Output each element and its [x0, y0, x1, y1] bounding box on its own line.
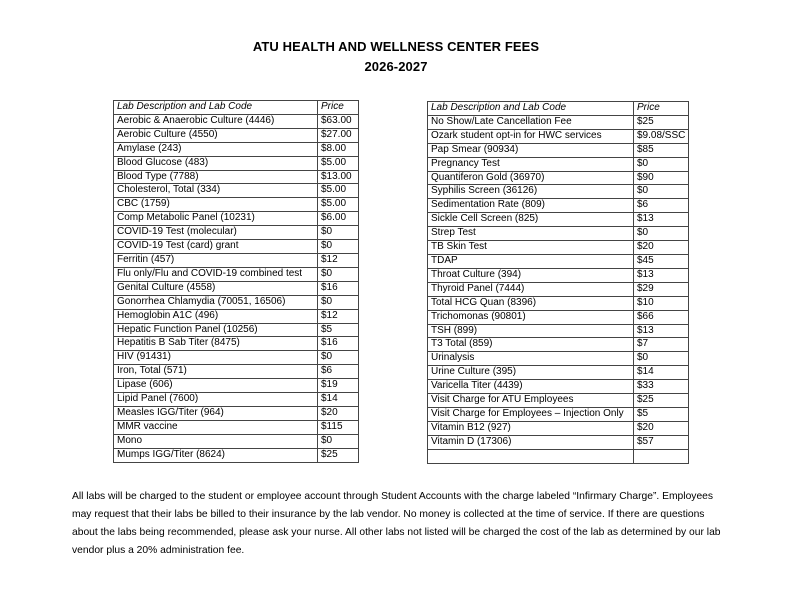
price-cell: $0 [634, 352, 689, 366]
table-header-row [114, 101, 359, 115]
price-cell: $20 [634, 241, 689, 255]
lab-description-cell [428, 449, 634, 463]
lab-description-cell: Syphilis Screen (36126) [428, 185, 634, 199]
price-cell: $57 [634, 435, 689, 449]
table-row [114, 240, 359, 254]
table-row [428, 435, 689, 449]
price-cell: $5 [634, 407, 689, 421]
table-row [428, 449, 689, 463]
table-row [114, 170, 359, 184]
table-row [114, 393, 359, 407]
lab-description-cell: Urinalysis [428, 352, 634, 366]
table-row [114, 281, 359, 295]
table-row [114, 198, 359, 212]
column-header-price: Price [318, 101, 359, 115]
price-cell: $14 [634, 366, 689, 380]
table-row [428, 157, 689, 171]
table-row [114, 309, 359, 323]
billing-note: All labs will be charged to the student or employee account through Student Accounts with the charge labeled “Infirmary Charge”. Employees may request that their labs be billed to their insurance by the lab vendor. No money is collected at the time of service. If there are questions about the labs being recommended, please ask your nurse. All other labs not listed will be charged the cost of the lab as determined by our lab vendor plus a 20% administration fee. [72, 491, 721, 556]
price-cell: $19 [318, 379, 359, 393]
price-cell: $63.00 [318, 114, 359, 128]
price-cell: $16 [318, 337, 359, 351]
price-cell: $0 [318, 240, 359, 254]
lab-description-cell: Ozark student opt-in for HWC services [428, 129, 634, 143]
price-cell: $5.00 [318, 156, 359, 170]
document-title: ATU HEALTH AND WELLNESS CENTER FEES [252, 39, 540, 54]
table-row [114, 295, 359, 309]
table-row [114, 337, 359, 351]
table-row [114, 420, 359, 434]
lab-description-cell: Lipase (606) [114, 379, 318, 393]
price-cell: $0 [634, 157, 689, 171]
table-header-row [428, 102, 689, 116]
price-cell: $14 [318, 393, 359, 407]
left-fee-table [113, 100, 359, 463]
price-cell: $7 [634, 338, 689, 352]
table-row [114, 351, 359, 365]
price-cell: $5.00 [318, 184, 359, 198]
lab-description-cell: Mono [114, 434, 318, 448]
lab-description-cell: Hemoglobin A1C (496) [114, 309, 318, 323]
table-row [114, 226, 359, 240]
price-cell: $0 [634, 185, 689, 199]
table-row [428, 254, 689, 268]
price-cell: $5.00 [318, 198, 359, 212]
table-row [428, 227, 689, 241]
lab-description-cell: Amylase (243) [114, 142, 318, 156]
table-row [428, 296, 689, 310]
lab-description-cell: COVID-19 Test (molecular) [114, 226, 318, 240]
table-row [428, 185, 689, 199]
lab-description-cell: Iron, Total (571) [114, 365, 318, 379]
price-cell: $0 [318, 267, 359, 281]
right-fee-table [427, 101, 689, 464]
lab-description-cell: Sedimentation Rate (809) [428, 199, 634, 213]
lab-description-cell: Trichomonas (90801) [428, 310, 634, 324]
price-cell: $0 [634, 227, 689, 241]
price-cell: $29 [634, 282, 689, 296]
lab-description-cell: Blood Glucose (483) [114, 156, 318, 170]
price-cell: $85 [634, 143, 689, 157]
price-cell: $16 [318, 281, 359, 295]
table-row [114, 434, 359, 448]
table-row [428, 143, 689, 157]
lab-description-cell: Pregnancy Test [428, 157, 634, 171]
table-row [114, 379, 359, 393]
document-year: 2026-2027 [364, 59, 428, 74]
table-row [428, 171, 689, 185]
table-row [428, 310, 689, 324]
lab-description-cell: Throat Culture (394) [428, 268, 634, 282]
price-cell: $10 [634, 296, 689, 310]
lab-description-cell: TSH (899) [428, 324, 634, 338]
price-cell: $0 [318, 226, 359, 240]
lab-description-cell: TB Skin Test [428, 241, 634, 255]
lab-description-cell: Lipid Panel (7600) [114, 393, 318, 407]
price-cell: $5 [318, 323, 359, 337]
lab-description-cell: Aerobic & Anaerobic Culture (4446) [114, 114, 318, 128]
price-cell: $0 [318, 351, 359, 365]
lab-description-cell: HIV (91431) [114, 351, 318, 365]
lab-description-cell: No Show/Late Cancellation Fee [428, 115, 634, 129]
table-row [114, 114, 359, 128]
table-row [428, 268, 689, 282]
table-row [114, 212, 359, 226]
table-row [428, 199, 689, 213]
price-cell: $13 [634, 213, 689, 227]
lab-description-cell: TDAP [428, 254, 634, 268]
lab-description-cell: T3 Total (859) [428, 338, 634, 352]
lab-description-cell: Strep Test [428, 227, 634, 241]
table-row [428, 115, 689, 129]
table-row [114, 253, 359, 267]
lab-description-cell: Hepatic Function Panel (10256) [114, 323, 318, 337]
table-row [114, 448, 359, 462]
table-row [114, 323, 359, 337]
lab-description-cell: Visit Charge for Employees – Injection Only [428, 407, 634, 421]
lab-description-cell: Mumps IGG/Titer (8624) [114, 448, 318, 462]
price-cell: $45 [634, 254, 689, 268]
lab-description-cell: Comp Metabolic Panel (10231) [114, 212, 318, 226]
lab-description-cell: Vitamin D (17306) [428, 435, 634, 449]
price-cell: $9.08/SSC [634, 129, 689, 143]
price-cell: $6 [634, 199, 689, 213]
lab-description-cell: Measles IGG/Titer (964) [114, 406, 318, 420]
lab-description-cell: Hepatitis B Sab Titer (8475) [114, 337, 318, 351]
price-cell: $25 [318, 448, 359, 462]
price-cell: $13 [634, 268, 689, 282]
table-row [114, 267, 359, 281]
table-row [428, 352, 689, 366]
price-cell: $66 [634, 310, 689, 324]
lab-description-cell: Gonorrhea Chlamydia (70051, 16506) [114, 295, 318, 309]
table-row [428, 394, 689, 408]
lab-description-cell: Visit Charge for ATU Employees [428, 394, 634, 408]
lab-description-cell: Ferritin (457) [114, 253, 318, 267]
table-row [428, 421, 689, 435]
lab-description-cell: Genital Culture (4558) [114, 281, 318, 295]
price-cell: $13 [634, 324, 689, 338]
price-cell: $0 [318, 295, 359, 309]
price-cell: $0 [318, 434, 359, 448]
column-header-description: Lab Description and Lab Code [114, 101, 318, 115]
price-cell: $13.00 [318, 170, 359, 184]
table-row [428, 129, 689, 143]
lab-description-cell: Urine Culture (395) [428, 366, 634, 380]
price-cell: $6 [318, 365, 359, 379]
price-cell: $25 [634, 394, 689, 408]
column-header-description: Lab Description and Lab Code [428, 102, 634, 116]
lab-description-cell: Varicella Titer (4439) [428, 380, 634, 394]
table-row [428, 338, 689, 352]
lab-description-cell: Sickle Cell Screen (825) [428, 213, 634, 227]
price-cell: $12 [318, 253, 359, 267]
lab-description-cell: Vitamin B12 (927) [428, 421, 634, 435]
table-row [428, 366, 689, 380]
lab-description-cell: Cholesterol, Total (334) [114, 184, 318, 198]
price-cell [634, 449, 689, 463]
lab-description-cell: COVID-19 Test (card) grant [114, 240, 318, 254]
table-row [428, 380, 689, 394]
lab-description-cell: Thyroid Panel (7444) [428, 282, 634, 296]
lab-description-cell: CBC (1759) [114, 198, 318, 212]
price-cell: $25 [634, 115, 689, 129]
column-header-price: Price [634, 102, 689, 116]
lab-description-cell: Quantiferon Gold (36970) [428, 171, 634, 185]
table-row [428, 407, 689, 421]
table-row [114, 365, 359, 379]
price-cell: $12 [318, 309, 359, 323]
lab-description-cell: Aerobic Culture (4550) [114, 128, 318, 142]
table-row [114, 128, 359, 142]
table-row [114, 184, 359, 198]
lab-description-cell: Total HCG Quan (8396) [428, 296, 634, 310]
price-cell: $27.00 [318, 128, 359, 142]
table-row [114, 406, 359, 420]
table-row [428, 241, 689, 255]
price-cell: $20 [318, 406, 359, 420]
price-cell: $6.00 [318, 212, 359, 226]
table-row [428, 324, 689, 338]
lab-description-cell: Pap Smear (90934) [428, 143, 634, 157]
price-cell: $115 [318, 420, 359, 434]
lab-description-cell: MMR vaccine [114, 420, 318, 434]
price-cell: $90 [634, 171, 689, 185]
price-cell: $8.00 [318, 142, 359, 156]
table-row [428, 282, 689, 296]
price-cell: $20 [634, 421, 689, 435]
table-row [114, 156, 359, 170]
table-row [428, 213, 689, 227]
price-cell: $33 [634, 380, 689, 394]
lab-description-cell: Flu only/Flu and COVID-19 combined test [114, 267, 318, 281]
lab-description-cell: Blood Type (7788) [114, 170, 318, 184]
table-row [114, 142, 359, 156]
